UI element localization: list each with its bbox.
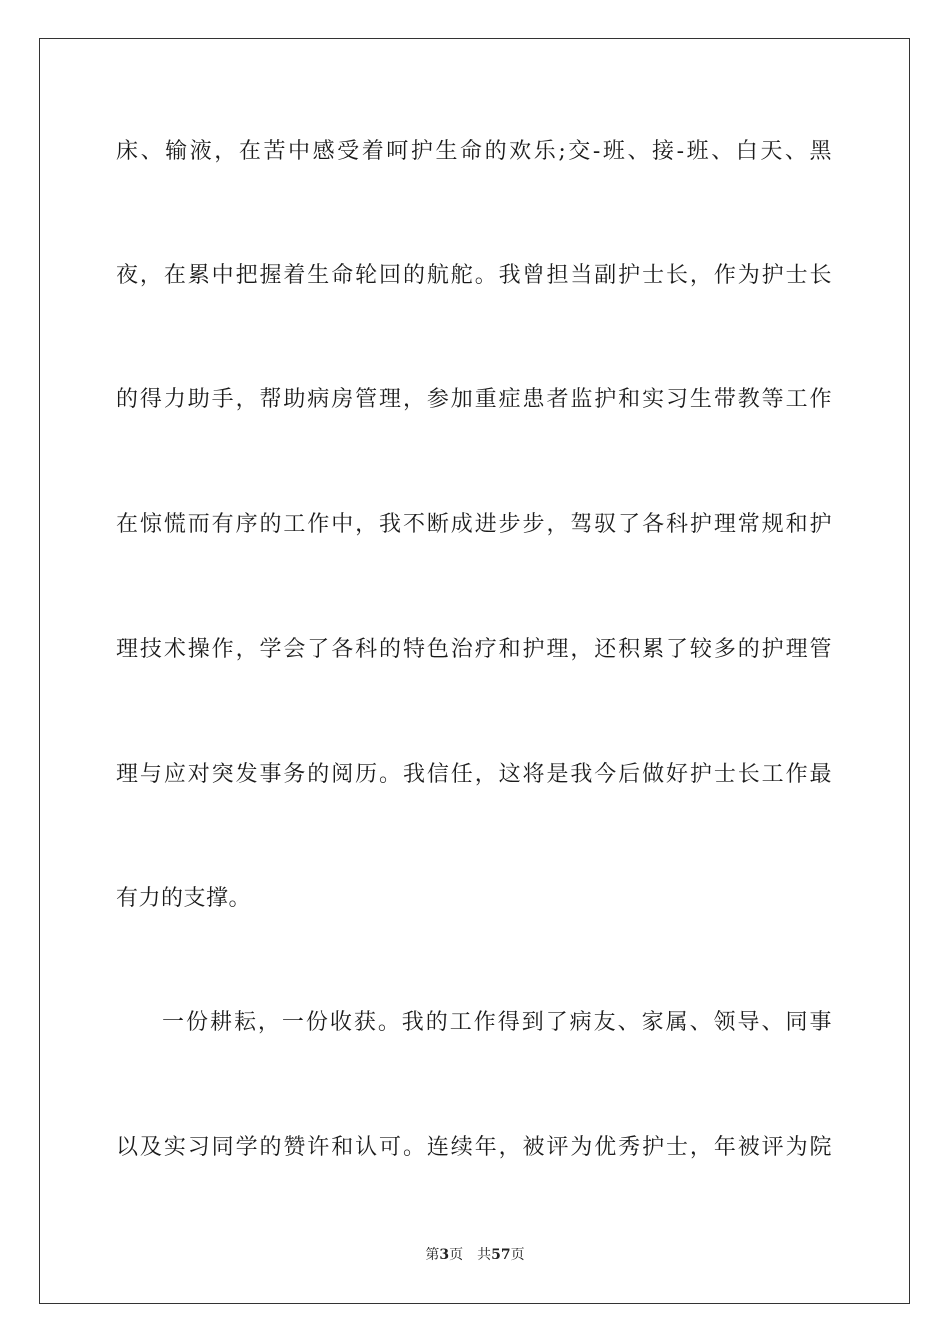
page-suffix: 页 xyxy=(449,1247,464,1263)
paragraph-start-line: 一份耕耘，一份收获。我的工作得到了病友、家属、领导、同事 xyxy=(162,1010,832,1035)
body-text-line-1: 床、输液，在苦中感受着呵护生命的欢乐;交-班、接-班、白天、黑 xyxy=(116,139,832,164)
page-footer xyxy=(0,1245,950,1265)
page-border xyxy=(39,38,910,1304)
body-text-line-4: 在惊慌而有序的工作中，我不断成进步步，驾驭了各科护理常规和护 xyxy=(116,512,832,537)
body-text-line-5: 理技术操作，学会了各科的特色治疗和护理，还积累了较多的护理管 xyxy=(116,637,832,662)
total-suffix: 页 xyxy=(510,1247,525,1263)
total-prefix: 共 xyxy=(477,1247,492,1263)
body-text-line-2: 夜，在累中把握着生命轮回的航舵。我曾担当副护士长，作为护士长 xyxy=(116,263,832,288)
body-text-line-3: 的得力助手，帮助病房管理，参加重症患者监护和实习生带教等工作 xyxy=(116,387,832,412)
body-text-line-6: 理与应对突发事务的阅历。我信任，这将是我今后做好护士长工作最 xyxy=(116,762,832,787)
total-page-count: 57 xyxy=(491,1247,511,1263)
body-text-line-9: 以及实习同学的赞许和认可。连续年，被评为优秀护士，年被评为院 xyxy=(116,1135,832,1160)
body-text-line-7: 有力的支撑。 xyxy=(116,886,252,911)
page-prefix: 第 xyxy=(425,1247,440,1263)
current-page-number: 3 xyxy=(439,1247,450,1263)
